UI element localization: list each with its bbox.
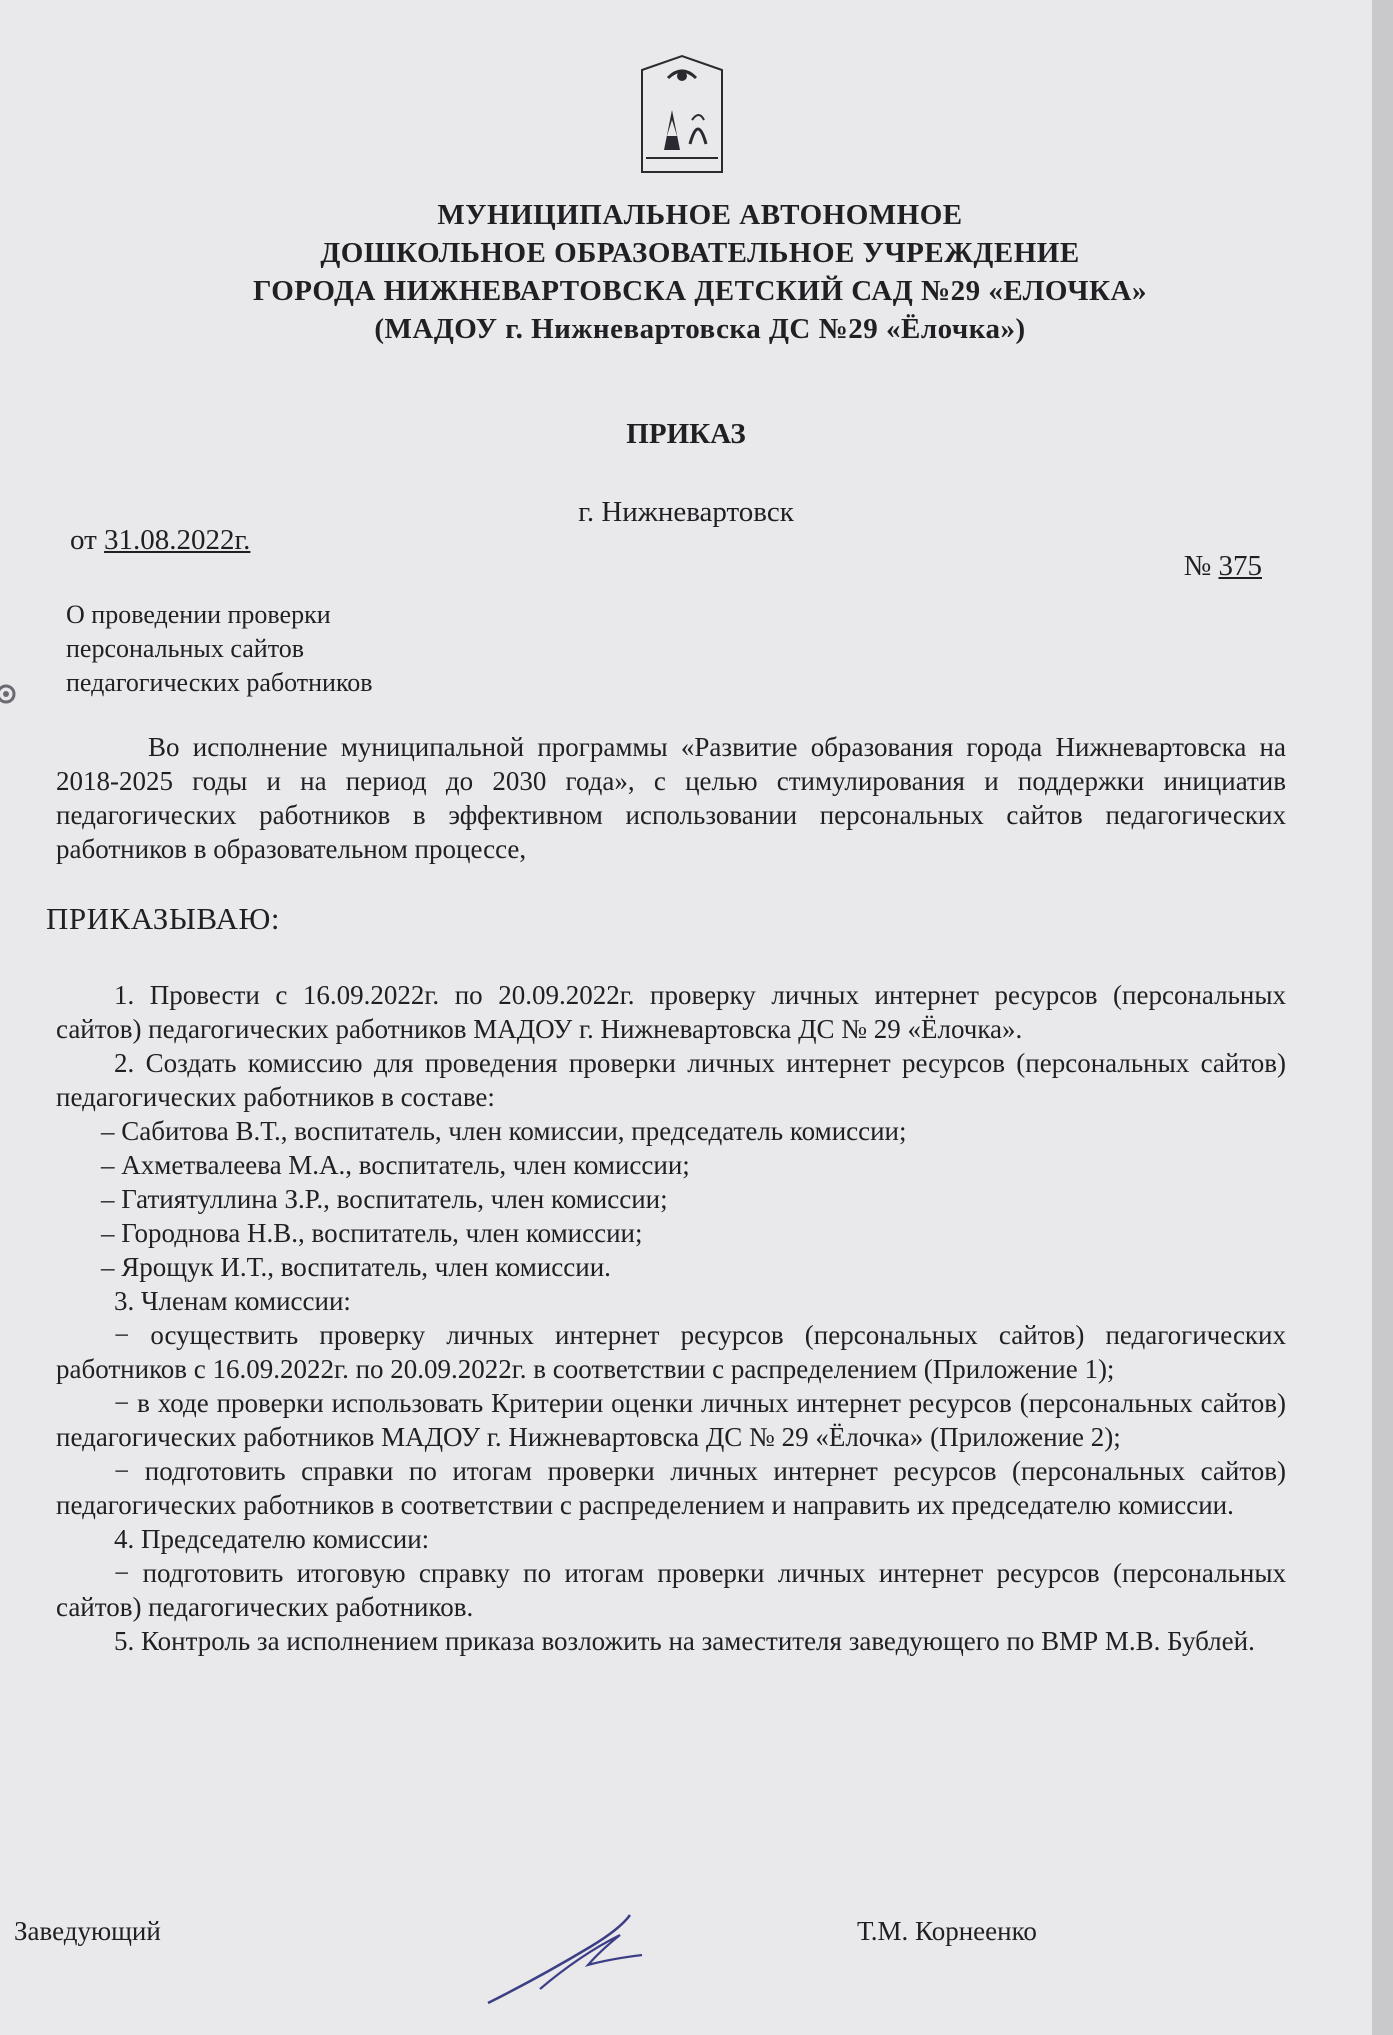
order-item-4: 4. Председателю комиссии: xyxy=(114,1524,430,1554)
commission-member: – Городнова Н.В., воспитатель, член комиссии; xyxy=(101,1218,643,1248)
signer-position: Заведующий xyxy=(14,1916,161,1946)
number-prefix: № xyxy=(1183,550,1212,582)
preamble: Во исполнение муниципальной программы «Развитие образования города Нижневартовска на 2018-2025 годы и на период до 2030 года», с целью стимулирования и поддержки инициатив педагогических работников в эффективном использовании персональных сайтов педагогических работников в образовательном процессе, xyxy=(56,732,1286,864)
order-item-3-sub-3: − подготовить справки по итогам проверки личных интернет ресурсов (персональных сайтов) педагогических работников в соответствии с распределением и направить их председателю комиссии. xyxy=(56,1456,1286,1520)
header-line: (МАДОУ г. Нижневартовска ДС №29 «Ёлочка») xyxy=(374,313,1026,345)
date-value: 31.08.2022г. xyxy=(104,524,251,556)
document-subject xyxy=(66,598,486,700)
order-item-5: 5. Контроль за исполнением приказа возложить на заместителя заведующего по ВМР М.В. Бублей. xyxy=(114,1626,1255,1656)
document-body xyxy=(46,730,1286,1658)
header-line: ГОРОДА НИЖНЕВАРТОВСКА ДЕТСКИЙ САД №29 «ЕЛОЧКА» xyxy=(253,275,1147,307)
order-item-3: 3. Членам комиссии: xyxy=(114,1286,351,1316)
city-emblem-icon xyxy=(632,50,732,186)
organization-header xyxy=(120,196,1280,348)
order-item-3-sub-1: − осуществить проверку личных интернет ресурсов (персональных сайтов) педагогических работников с 16.09.2022г. по 20.09.2022г. в соответствии с распределением (Приложение 1); xyxy=(56,1320,1286,1384)
subject-line: педагогических работников xyxy=(66,668,373,697)
document-city: г. Нижневартовск xyxy=(578,496,794,528)
document-number xyxy=(1184,550,1262,583)
order-item-4-sub-1: − подготовить итоговую справку по итогам проверки личных интернет ресурсов (персональных сайтов) педагогических работников. xyxy=(56,1558,1286,1622)
date-prefix: от xyxy=(70,524,97,556)
subject-line: О проведении проверки xyxy=(66,600,331,629)
order-item-3-sub-2: − в ходе проверки использовать Критерии оценки личных интернет ресурсов (персональных сайтов) педагогических работников МАДОУ г. Нижневартовска ДС № 29 «Ёлочка» (Приложение 2); xyxy=(56,1388,1286,1452)
commission-member: – Сабитова В.Т., воспитатель, член комиссии, председатель комиссии; xyxy=(101,1116,907,1146)
page-edge xyxy=(1372,0,1393,2035)
order-word: ПРИКАЗЫВАЮ: xyxy=(46,901,280,936)
order-item-2: 2. Создать комиссию для проведения проверки личных интернет ресурсов (персональных сайтов) педагогических работников в составе: xyxy=(56,1048,1286,1112)
subject-line: персональных сайтов xyxy=(66,634,304,663)
document-title: ПРИКАЗ xyxy=(626,418,746,450)
header-line: МУНИЦИПАЛЬНОЕ АВТОНОМНОЕ xyxy=(437,199,963,231)
order-item-1: 1. Провести с 16.09.2022г. по 20.09.2022г. проверку личных интернет ресурсов (персональных сайтов) педагогических работников МАДОУ г. Нижневартовска ДС № 29 «Ёлочка». xyxy=(56,980,1286,1044)
signer-name: Т.М. Корнеенко xyxy=(857,1916,1037,1946)
signature-block xyxy=(14,1916,1074,1947)
header-line: ДОШКОЛЬНОЕ ОБРАЗОВАТЕЛЬНОЕ УЧРЕЖДЕНИЕ xyxy=(320,237,1080,269)
commission-member: – Ярощук И.Т., воспитатель, член комиссии. xyxy=(101,1252,611,1282)
number-value: 375 xyxy=(1218,550,1262,582)
commission-member: – Гатиятуллина З.Р., воспитатель, член комиссии; xyxy=(101,1184,668,1214)
commission-member: – Ахметвалеева М.А., воспитатель, член комиссии; xyxy=(101,1150,690,1180)
document-date xyxy=(70,524,250,557)
binder-clip-icon xyxy=(0,674,20,714)
